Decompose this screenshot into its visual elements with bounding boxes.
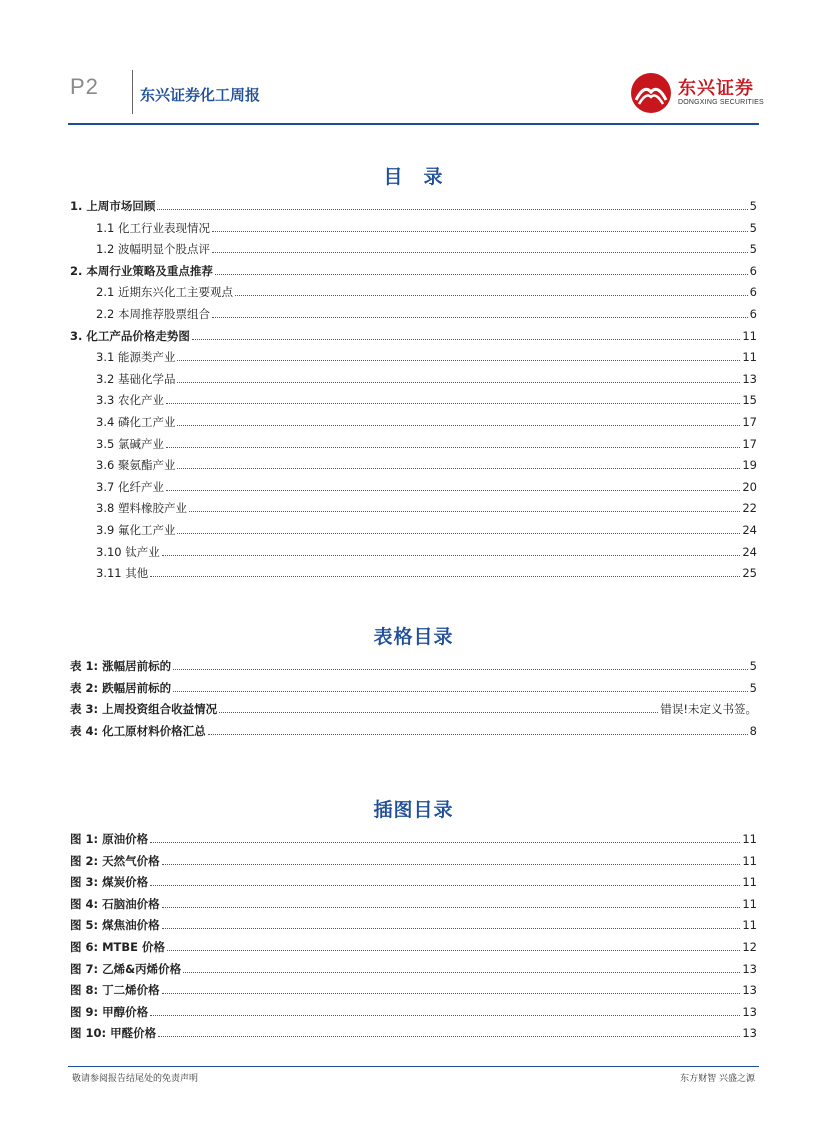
- dot-leader: [177, 467, 740, 469]
- figure-entry-label: 图 8: 丁二烯价格: [70, 983, 160, 998]
- figure-entry[interactable]: [70, 830, 757, 846]
- toc-entry-page: 15: [742, 393, 757, 408]
- toc-entry-label: 3.5 氯碱产业: [96, 436, 164, 451]
- dot-leader: [215, 273, 748, 275]
- figure-entry-label: 图 7: 乙烯&丙烯价格: [70, 961, 182, 976]
- dot-leader: [189, 510, 740, 512]
- table-entry[interactable]: [70, 700, 757, 716]
- table-entry[interactable]: [70, 722, 757, 738]
- toc-entry-page: 25: [742, 566, 757, 581]
- toc-entry-label: 3.11 其他: [96, 566, 149, 581]
- toc-entry-page: 24: [742, 523, 757, 537]
- figure-entry[interactable]: [70, 895, 757, 911]
- dot-leader: [212, 230, 748, 232]
- figure-entry-page: 13: [742, 1004, 757, 1019]
- toc-entry-page: 5: [749, 199, 757, 213]
- toc-entry-page: 22: [742, 501, 757, 516]
- figure-entry-page: 11: [742, 918, 757, 933]
- report-title: 东兴证券化工周报: [140, 86, 261, 104]
- dot-leader: [162, 863, 741, 865]
- toc-entry[interactable]: [96, 478, 757, 494]
- toc-entry[interactable]: [96, 240, 757, 256]
- toc-entry[interactable]: [96, 391, 757, 407]
- toc-entry-label: 3.3 农化产业: [96, 393, 164, 408]
- figure-entry-label: 图 3: 煤炭价格: [70, 875, 149, 890]
- dot-leader: [173, 690, 748, 692]
- dot-leader: [162, 992, 741, 994]
- toc-entry-label: 1.2 波幅明显个股点评: [96, 242, 210, 257]
- toc-entry[interactable]: [96, 543, 757, 559]
- toc-entry[interactable]: [70, 197, 757, 213]
- figure-entry-label: 图 5: 煤焦油价格: [70, 918, 160, 933]
- dot-leader: [150, 884, 740, 886]
- dot-leader: [150, 1014, 740, 1016]
- dot-leader: [212, 316, 748, 318]
- dot-leader: [162, 906, 741, 908]
- toc-entry-label: 3.1 能源类产业: [96, 350, 176, 365]
- figure-entry-page: 13: [742, 961, 757, 976]
- figure-entry[interactable]: [70, 1024, 757, 1040]
- dot-leader: [167, 949, 740, 951]
- header-divider: [132, 70, 133, 114]
- figure-entry-page: 11: [742, 853, 757, 868]
- dot-leader: [177, 424, 740, 426]
- table-entry[interactable]: [70, 657, 757, 673]
- toc-entry-label: 2.2 本周推荐股票组合: [96, 307, 210, 321]
- toc-entry[interactable]: [96, 413, 757, 429]
- dot-leader: [219, 711, 658, 713]
- figure-entry-label: 图 9: 甲醇价格: [70, 1004, 149, 1019]
- dot-leader: [158, 1035, 740, 1037]
- table-entry-label: 表 4: 化工原材料价格汇总: [70, 723, 206, 738]
- toc-entry[interactable]: [96, 521, 757, 537]
- toc-entry-page: 6: [749, 307, 757, 321]
- toc-entry-label: 2.1 近期东兴化工主要观点: [96, 285, 233, 300]
- table-entry-page: 5: [749, 680, 757, 695]
- figure-entry[interactable]: [70, 873, 757, 889]
- dot-leader: [173, 668, 748, 670]
- company-logo: [630, 72, 765, 114]
- toc-entry-label: 3.9 氟化工产业: [96, 523, 176, 537]
- dot-leader: [212, 251, 748, 253]
- toc-entry-label: 1.1 化工行业表现情况: [96, 220, 210, 235]
- dot-leader: [183, 971, 740, 973]
- toc-entry[interactable]: [96, 305, 757, 321]
- toc-entry-label: 3.2 基础化学品: [96, 371, 176, 386]
- toc-entry-label: 3.4 磷化工产业: [96, 415, 176, 429]
- figure-entry-page: 13: [742, 983, 757, 998]
- toc-entry-page: 24: [742, 544, 757, 559]
- toc-entry-page: 20: [742, 479, 757, 494]
- figure-entry[interactable]: [70, 981, 757, 997]
- table-entry-label: 表 1: 涨幅居前标的: [70, 659, 172, 673]
- footer-rule: [68, 1066, 759, 1067]
- toc-entry-label: 3.6 聚氨酯产业: [96, 458, 176, 473]
- toc-entry-page: 11: [742, 350, 757, 365]
- logo-emblem-icon: [630, 72, 672, 114]
- table-entry-page: 5: [749, 659, 757, 673]
- page-number: P2: [70, 74, 99, 99]
- figure-entry-page: 13: [742, 1026, 757, 1041]
- dot-leader: [177, 381, 740, 383]
- toc-entry[interactable]: [96, 348, 757, 364]
- toc-entry-page: 6: [749, 263, 757, 278]
- dot-leader: [162, 927, 741, 929]
- toc-entry[interactable]: [96, 499, 757, 515]
- dot-leader: [150, 575, 740, 577]
- toc-entry-page: 6: [749, 285, 757, 300]
- toc-title: 目 录: [383, 166, 444, 188]
- dot-leader: [166, 446, 740, 448]
- figure-entry[interactable]: [70, 938, 757, 954]
- toc-entry-page: 17: [742, 436, 757, 451]
- figure-entry[interactable]: [70, 1003, 757, 1019]
- dot-leader: [157, 208, 747, 210]
- figure-entry-label: 图 4: 石脑油价格: [70, 896, 160, 911]
- dot-leader: [150, 841, 740, 843]
- figure-entry-page: 11: [742, 832, 757, 846]
- figure-entry-label: 图 10: 甲醛价格: [70, 1026, 157, 1041]
- toc-entry[interactable]: [96, 283, 757, 299]
- figure-entry[interactable]: [70, 916, 757, 932]
- toc-entry[interactable]: [96, 219, 757, 235]
- figure-entry-page: 12: [742, 940, 757, 954]
- dot-leader: [192, 338, 740, 340]
- table-entry[interactable]: [70, 679, 757, 695]
- toc-entry[interactable]: [96, 370, 757, 386]
- toc-entry-page: 13: [742, 371, 757, 386]
- figure-entry-label: 图 1: 原油价格: [70, 832, 149, 846]
- figure-entry-label: 图 2: 天然气价格: [70, 853, 160, 868]
- toc-entry-page: 5: [749, 242, 757, 257]
- table-entry-label: 表 2: 跌幅居前标的: [70, 680, 172, 695]
- logo-text: 东兴证券: [678, 78, 754, 99]
- footer-disclaimer: 敬请参阅报告结尾处的免责声明: [72, 1074, 199, 1084]
- toc-entry[interactable]: [70, 327, 757, 343]
- figure-entry-page: 11: [742, 875, 757, 890]
- page-header: [0, 0, 827, 130]
- toc-entry-label: 3.10 钛产业: [96, 544, 160, 559]
- toc-entry[interactable]: [70, 262, 757, 278]
- table-entry-page: 错误!未定义书签。: [660, 702, 757, 716]
- figure-entry[interactable]: [70, 852, 757, 868]
- figures-title: 插图目录: [373, 799, 454, 821]
- toc-entry[interactable]: [96, 564, 757, 580]
- logo-subtext: DONGXING SECURITIES: [678, 99, 764, 106]
- figure-entry[interactable]: [70, 960, 757, 976]
- toc-entry[interactable]: [96, 435, 757, 451]
- footer-slogan: 东方财智 兴盛之源: [680, 1074, 755, 1084]
- header-rule: [68, 123, 759, 125]
- dot-leader: [162, 554, 741, 556]
- toc-entry-label: 2. 本周行业策略及重点推荐: [70, 263, 213, 278]
- dot-leader: [166, 402, 740, 404]
- figure-entry-page: 11: [742, 896, 757, 911]
- toc-entry-label: 1. 上周市场回顾: [70, 199, 156, 213]
- toc-entry-label: 3. 化工产品价格走势图: [70, 328, 190, 343]
- toc-entry[interactable]: [96, 456, 757, 472]
- dot-leader: [208, 733, 748, 735]
- dot-leader: [235, 294, 748, 296]
- tables-title: 表格目录: [373, 626, 454, 648]
- dot-leader: [177, 359, 740, 361]
- toc-entry-label: 3.7 化纤产业: [96, 479, 164, 494]
- table-entry-label: 表 3: 上周投资组合收益情况: [70, 702, 218, 716]
- toc-entry-label: 3.8 塑料橡胶产业: [96, 501, 187, 516]
- toc-entry-page: 19: [742, 458, 757, 473]
- toc-entry-page: 5: [749, 220, 757, 235]
- figure-entry-label: 图 6: MTBE 价格: [70, 940, 166, 954]
- dot-leader: [166, 489, 740, 491]
- dot-leader: [177, 532, 740, 534]
- table-entry-page: 8: [749, 723, 757, 738]
- toc-entry-page: 11: [742, 328, 757, 343]
- toc-entry-page: 17: [742, 415, 757, 429]
